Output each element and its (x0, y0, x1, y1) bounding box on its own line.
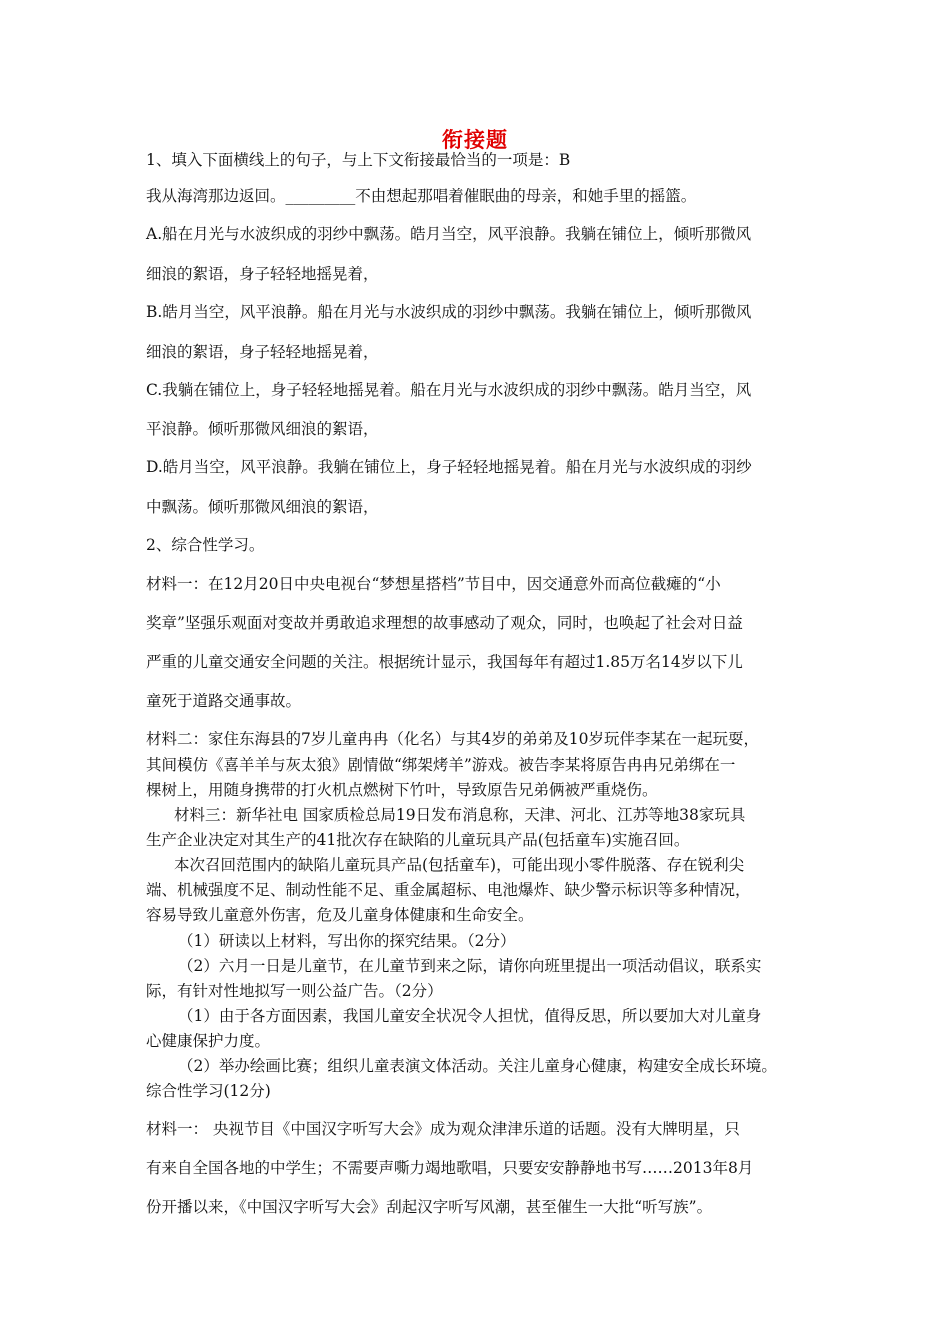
option-c-line-1: C.我躺在铺位上，身子轻轻地摇晃着。船在月光与水波织成的羽纱中飘荡。皓月当空，风 (146, 381, 752, 399)
material-1-line-1: 材料一：在12月20日中央电视台“梦想星搭档”节目中，因交通意外而高位截瘫的“小 (146, 575, 721, 593)
option-a-line-1: A.船在月光与水波织成的羽纱中飘荡。皓月当空，风平浪静。我躺在铺位上，倾听那微风 (146, 225, 752, 243)
material-2-line-3: 棵树上，用随身携带的打火机点燃树下竹叶，导致原告兄弟俩被严重烧伤。 (146, 781, 658, 799)
task-2-line-2: 际，有针对性地拟写一则公益广告。（2分） (146, 982, 443, 1000)
material-2-line-2: 其间模仿《喜羊羊与灰太狼》剧情做“绑架烤羊”游戏。被告李某将原告冉冉兄弟绑在一 (146, 756, 736, 774)
material-1-line-4: 童死于道路交通事故。 (146, 692, 302, 710)
material-one-line-1: 材料一： 央视节目《中国汉字听写大会》成为观众津津乐道的话题。没有大牌明星，只 (146, 1120, 740, 1138)
answer-1-line-1: （1）由于各方面因素，我国儿童安全状况令人担忧，值得反思，所以要加大对儿童身 (178, 1007, 762, 1025)
material-one-line-2: 有来自全国各地的中学生；不需要声嘶力竭地歌唱，只要安安静静地书写……2013年8月 (146, 1159, 754, 1177)
option-d-line-1: D.皓月当空，风平浪静。我躺在铺位上，身子轻轻地摇晃着。船在月光与水波织成的羽纱 (146, 458, 752, 476)
question-1-stem: 1、填入下面横线上的句子，与上下文衔接最恰当的一项是：B (146, 151, 571, 169)
question-1-passage: 我从海湾那边返回。_________不由想起那唱着催眠曲的母亲，和她手里的摇篮。 (146, 187, 697, 205)
section-heading: 综合性学习(12分) (146, 1082, 271, 1100)
material-one-line-3: 份开播以来，《中国汉字听写大会》刮起汉字听写风潮，甚至催生一大批“听写族”。 (146, 1198, 713, 1216)
material-3-line-4: 端、机械强度不足、制动性能不足、重金属超标、电池爆炸、缺少警示标识等多种情况， (146, 881, 751, 899)
answer-2: （2）举办绘画比赛；组织儿童表演文体活动。关注儿童身心健康，构建安全成长环境。 (178, 1057, 777, 1075)
material-3-line-2: 生产企业决定对其生产的41批次存在缺陷的儿童玩具产品(包括童车)实施召回。 (146, 831, 690, 849)
option-b-line-1: B.皓月当空，风平浪静。船在月光与水波织成的羽纱中飘荡。我躺在铺位上，倾听那微风 (146, 303, 752, 321)
option-a-line-2: 细浪的絮语，身子轻轻地摇晃着， (146, 265, 379, 283)
answer-1-line-2: 心健康保护力度。 (146, 1032, 271, 1050)
material-2-line-1: 材料二：家住东海县的7岁儿童冉冉（化名）与其4岁的弟弟及10岁玩伴李某在一起玩耍， (146, 730, 759, 748)
material-1-line-3: 严重的儿童交通安全问题的关注。根据统计显示，我国每年有超过1.85万名14岁以下儿 (146, 653, 743, 671)
material-3-line-1: 材料三：新华社电 国家质检总局19日发布消息称，天津、河北、江苏等地38家玩具 (174, 806, 746, 824)
option-b-line-2: 细浪的絮语，身子轻轻地摇晃着， (146, 343, 379, 361)
material-1-line-2: 奖章”坚强乐观面对变故并勇敢追求理想的故事感动了观众，同时，也唤起了社会对日益 (146, 614, 743, 632)
material-3-line-3: 本次召回范围内的缺陷儿童玩具产品(包括童车)，可能出现小零件脱落、存在锐利尖 (174, 856, 745, 874)
question-2-heading: 2、综合性学习。 (146, 536, 265, 554)
option-d-line-2: 中飘荡。倾听那微风细浪的絮语， (146, 498, 379, 516)
task-1: （1）研读以上材料，写出你的探究结果。（2分） (178, 932, 516, 950)
material-3-line-5: 容易导致儿童意外伤害，危及儿童身体健康和生命安全。 (146, 906, 534, 924)
option-c-line-2: 平浪静。倾听那微风细浪的絮语， (146, 420, 379, 438)
task-2-line-1: （2）六月一日是儿童节，在儿童节到来之际，请你向班里提出一项活动倡议，联系实 (178, 957, 762, 975)
document-title: 衔接题 (442, 128, 508, 152)
